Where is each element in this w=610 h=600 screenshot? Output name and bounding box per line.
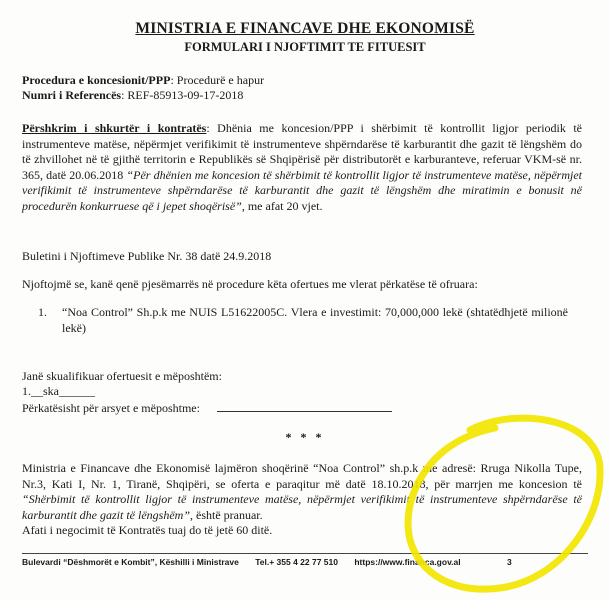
ministry-title: MINISTRIA E FINANCAVE DHE EKONOMISË bbox=[135, 20, 475, 37]
disqualified-intro: Janë skualifikuar ofertuesit e mëposhtëm: bbox=[22, 369, 222, 383]
procedure-label: Procedura e koncesionit/PPP bbox=[22, 73, 171, 87]
form-title: FORMULARI I NJOFTIMIT TE FITUESIT bbox=[184, 40, 426, 54]
bidder-text: “Noa Control” Sh.p.k me NUIS L51622005C. Vlera e investimit: 70,000,000 lekë (shtatëdhjetë milionë lekë) bbox=[62, 305, 568, 335]
footer-page-number: 3 bbox=[507, 557, 512, 567]
description-italic: “Për dhënien me koncesion të shërbimit të kontrollit ligjor të instrumenteve matëse, nëpërmjet verifikimit të instrumenteve shpërndarëse të karburantit dhe gazit të lëngshëm dhe miratimin e bonusit në procedurën konkurruese që i jepet shoqërisë” bbox=[22, 167, 582, 213]
reference-label: Numri i Referencës bbox=[22, 88, 122, 102]
bidder-number: 1. bbox=[38, 305, 47, 319]
negotiation-deadline: Afati i negocimit të Kontratës tuaj do të jetë 60 ditë. bbox=[22, 523, 273, 537]
description-tail: , me afat 20 vjet. bbox=[241, 198, 323, 213]
section-separator: * * * bbox=[285, 430, 325, 444]
closing-italic: “Shërbimit të kontrollit ligjor të instrumenteve matëse, nëpërmjet verifikimit të instrumenteve shpërndarëse të karburantit dhe gazit të lëngshëm” bbox=[22, 492, 582, 522]
description-text: : Dhënia me koncesion/PPP i shërbimit të kontrollit ligjor periodik të instrumenteve matëse, nëpërmjet verifikimit të instrumenteve shpërndarëse të karburantit dhe gazit të lëngshëm do të zhvillohet në të gjithë territorin e Republikës së Shqipërisë për distributorët e karburanteve, referuar VKM-së nr. 365, datë 20.06.2018 bbox=[22, 121, 582, 182]
closing-tail: , është pranuar. bbox=[190, 507, 263, 522]
footer-website: https://www.financa.gov.al bbox=[354, 557, 461, 567]
bulletin-line: Buletini i Njoftimeve Publike Nr. 38 datë 24.9.2018 bbox=[22, 249, 272, 263]
disqualified-item: 1.__ska______ bbox=[22, 384, 95, 398]
description-label: Përshkrim i shkurtër i kontratës bbox=[22, 121, 207, 135]
footer-address: Bulevardi “Dëshmorët e Kombit”, Këshilli i Ministrave bbox=[22, 557, 239, 567]
footer-phone: Tel.+ 355 4 22 77 510 bbox=[255, 557, 338, 567]
closing-text: Ministria e Financave dhe Ekonomisë lajmëron shoqërinë “Noa Control” sh.p.k me adresë: Rruga Nikolla Tupe, Nr.3, Kati I, Nr. 1, Tiranë, Shqipëri, se oferta e paraqitur më datë 18.10.2018, për marrjen me koncesion të bbox=[22, 461, 582, 491]
reference-value: : REF-85913-09-17-2018 bbox=[121, 88, 244, 102]
procedure-value: : Procedurë e hapur bbox=[170, 73, 265, 87]
notice-intro: Njoftojmë se, kanë qenë pjesëmarrës në procedure këta ofertues me vlerat përkatëse të ofruara: bbox=[22, 277, 478, 291]
reasons-label: Përkatësisht për arsyet e mëposhtme: bbox=[22, 401, 200, 415]
